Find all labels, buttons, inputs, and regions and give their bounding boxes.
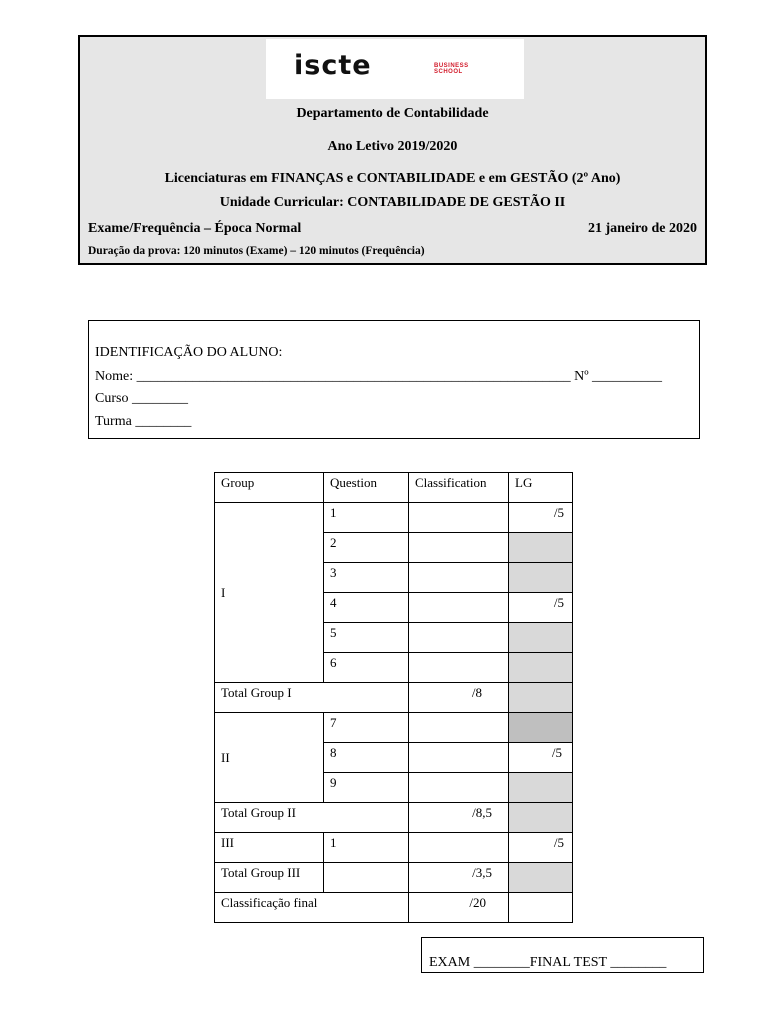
grades-table	[214, 472, 573, 923]
lg-cell: /5	[509, 833, 573, 863]
logo	[266, 39, 524, 99]
exam-info-row	[88, 221, 697, 237]
question-number: 9	[324, 773, 409, 803]
classification-cell[interactable]	[409, 593, 509, 623]
exam-duration: Duração da prova: 120 minutos (Exame) – 120 minutos (Frequência)	[88, 245, 425, 257]
lg-cell: /5	[509, 593, 573, 623]
total-group-ii-label: Total Group II	[215, 803, 409, 833]
header-group: Group	[215, 473, 324, 503]
classification-cell[interactable]	[409, 743, 509, 773]
final-classification-label: Classificação final	[215, 893, 409, 923]
logo-subtitle: BUSINESS SCHOOL	[434, 63, 469, 75]
classification-cell[interactable]	[409, 623, 509, 653]
exam-choice-text: EXAM ________FINAL TEST ________	[429, 955, 667, 970]
lg-cell-shaded	[509, 623, 573, 653]
classification-cell[interactable]	[409, 563, 509, 593]
group-iii-label: III	[215, 833, 324, 863]
classification-cell[interactable]	[409, 713, 509, 743]
lg-cell-shaded	[509, 533, 573, 563]
lg-cell-shaded	[509, 713, 573, 743]
total-group-ii-value: /8,5	[409, 803, 509, 833]
exam-type-choice[interactable]	[421, 937, 704, 973]
lg-cell-shaded	[509, 773, 573, 803]
header-classification: Classification	[409, 473, 509, 503]
header-lg: LG	[509, 473, 573, 503]
table-row	[215, 713, 573, 743]
question-number: 6	[324, 653, 409, 683]
total-group-i-label: Total Group I	[215, 683, 409, 713]
classification-cell[interactable]	[409, 833, 509, 863]
total-group-iii-value: /3,5	[409, 863, 509, 893]
course-unit: Unidade Curricular: CONTABILIDADE DE GESTÃO II	[219, 195, 566, 210]
classification-cell[interactable]	[409, 653, 509, 683]
class-field[interactable]: Turma ________	[95, 414, 192, 429]
final-classification-value: /20	[409, 893, 509, 923]
empty-cell	[324, 863, 409, 893]
lg-cell-shaded	[509, 563, 573, 593]
exam-date: 21 janeiro de 2020	[587, 221, 697, 236]
exam-type: Exame/Frequência – Época Normal	[88, 221, 302, 236]
course-field[interactable]: Curso ________	[95, 391, 188, 406]
question-number: 7	[324, 713, 409, 743]
lg-cell-shaded	[509, 863, 573, 893]
lg-cell-shaded	[509, 653, 573, 683]
table-row	[215, 833, 573, 863]
lg-cell: /5	[509, 743, 573, 773]
total-group-i-value: /8	[409, 683, 509, 713]
question-number: 5	[324, 623, 409, 653]
question-number: 1	[324, 503, 409, 533]
department-title: Departamento de Contabilidade	[296, 106, 489, 121]
lg-cell-shaded	[509, 683, 573, 713]
total-group-iii-label: Total Group III	[215, 863, 324, 893]
group-i-label: I	[215, 503, 324, 683]
question-number: 8	[324, 743, 409, 773]
degree-programs: Licenciaturas em FINANÇAS e CONTABILIDADE e em GESTÃO (2º Ano)	[164, 171, 621, 186]
classification-cell[interactable]	[409, 503, 509, 533]
student-identification	[88, 320, 700, 439]
question-number: 2	[324, 533, 409, 563]
question-number: 3	[324, 563, 409, 593]
group-ii-label: II	[215, 713, 324, 803]
table-header-row	[215, 473, 573, 503]
logo-text: iscte	[294, 50, 372, 81]
final-lg-cell[interactable]	[509, 893, 573, 923]
question-number: 1	[324, 833, 409, 863]
classification-cell[interactable]	[409, 533, 509, 563]
classification-cell[interactable]	[409, 773, 509, 803]
header-question: Question	[324, 473, 409, 503]
name-field[interactable]: Nome: ______________________________________________________________ Nº __________	[95, 369, 663, 384]
lg-cell-shaded	[509, 803, 573, 833]
total-row	[215, 803, 573, 833]
final-row	[215, 893, 573, 923]
total-row	[215, 863, 573, 893]
table-row	[215, 503, 573, 533]
id-title: IDENTIFICAÇÃO DO ALUNO:	[95, 345, 283, 360]
academic-year: Ano Letivo 2019/2020	[327, 139, 458, 154]
lg-cell: /5	[509, 503, 573, 533]
question-number: 4	[324, 593, 409, 623]
total-row	[215, 683, 573, 713]
exam-header	[78, 35, 707, 265]
